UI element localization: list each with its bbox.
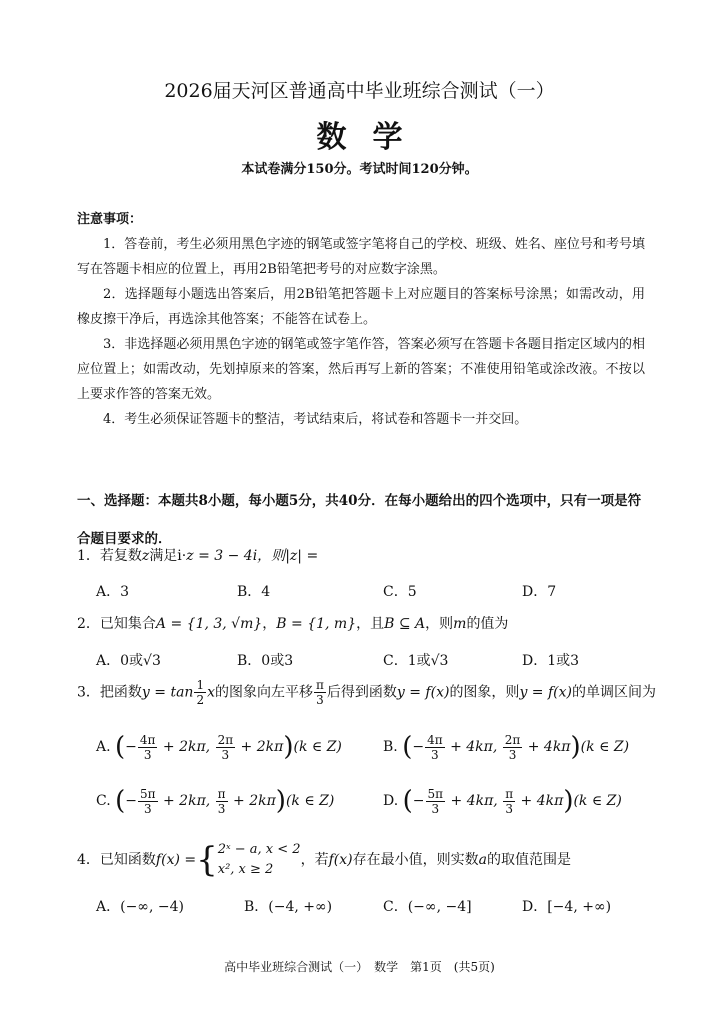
q2-subset: B ⊆ A xyxy=(384,616,426,632)
q4-fx2: f(x) xyxy=(328,852,353,868)
q2-a: 2．已知集合 xyxy=(77,616,156,632)
q3-b-m1: + 4kπ, xyxy=(445,739,502,755)
q2-option-b: B．0或3 xyxy=(237,653,294,669)
q3-a-d1: 3 xyxy=(143,747,152,762)
q3-d-d2: 3 xyxy=(505,801,513,816)
q3-a-label: A. xyxy=(96,739,111,755)
q4-option-b: B．(−4, +∞) xyxy=(244,899,333,915)
q3-half-den: 2 xyxy=(196,693,205,707)
q2-var: m xyxy=(453,616,467,632)
q3-a-n1: 4π xyxy=(139,732,156,747)
q4-case-2: x², x ≥ 2 xyxy=(217,862,274,877)
q2-option-d: D．1或3 xyxy=(522,653,580,669)
q3-after: 后得到函数 xyxy=(326,684,397,701)
q3-shift-num: π xyxy=(316,678,324,692)
q3-d-n1: 5π xyxy=(427,786,444,801)
q4-cases xyxy=(218,840,301,880)
q2-b: ，且 xyxy=(356,616,385,632)
q3-c-d2: 3 xyxy=(217,801,226,816)
q3-a-d2: 3 xyxy=(221,747,230,762)
q4-var: a xyxy=(478,852,487,868)
q3-b-label: B. xyxy=(383,739,398,755)
q3-option-b: B. (− $\frac{4\pi}{3}$ + 4kπ, $\frac{2\pi}{3}$ + 4kπ)(k ∈ Z) xyxy=(383,732,630,762)
q3-shift-den: 3 xyxy=(316,693,324,707)
q3-fn: y = tan xyxy=(141,684,194,701)
q3-d-label: D. xyxy=(383,793,399,809)
q3-fx-2: y = f(x) xyxy=(519,684,572,701)
q3-a-k: (k ∈ Z) xyxy=(293,739,342,755)
q1-eq: z = 3 − 4i，则 xyxy=(186,548,286,564)
q1-option-b: B．4 xyxy=(237,584,271,600)
q3-b-d2: 3 xyxy=(508,747,517,762)
q4-no: 4．已知函数 xyxy=(77,852,156,868)
q4-tail: 的取值范围是 xyxy=(486,852,571,868)
q3-d-k: (k ∈ Z) xyxy=(573,793,622,809)
q3-b-n1: 4π xyxy=(427,732,443,747)
q1-mid: 满足i· xyxy=(149,548,187,564)
note-item-3: 3．非选择题必须用黑色字迹的钢笔或签字笔作答，答案必须写在答题卡各题目指定区域内的相应位置上；如需改动，先划掉原来的答案，然后再写上新的答案；不准使用铅笔或涂改液。不按以上要求作答的答案无效。 xyxy=(77,337,645,402)
q3-c-n1: 5π xyxy=(140,786,156,801)
q3-c-k: (k ∈ Z) xyxy=(285,793,335,809)
q3-mid: 的图象向左平移 xyxy=(215,684,313,701)
q3-c-m1: + 2kπ, xyxy=(158,793,215,809)
q4-option-a: A．(−∞, −4) xyxy=(96,899,184,915)
q2-option-a: A．0或√3 xyxy=(96,653,161,669)
q3-option-d: D. (− $\frac{5\pi}{3}$ + 4kπ, $\frac{\pi}{3}$ + 4kπ)(k ∈ Z) xyxy=(383,786,622,816)
q3-fx: y = f(x) xyxy=(396,684,450,701)
q2-set-b: B = {1, m} xyxy=(276,616,357,632)
q3-a-m2: + 2kπ xyxy=(236,739,284,755)
q4-mid: ，若 xyxy=(300,852,329,868)
q3-a-m1: + 2kπ, xyxy=(158,739,215,755)
question-3 xyxy=(77,678,656,707)
question-4 xyxy=(77,840,571,880)
question-2 xyxy=(77,613,508,633)
q1-option-a: A．3 xyxy=(96,584,130,600)
section-1-heading: 一、选择题：本题共8小题，每小题5分，共40分．在每小题给出的四个选项中，只有一项是符合题目要求的． xyxy=(77,493,642,547)
q3-c-d1: 3 xyxy=(143,801,152,816)
q4-mid2: 存在最小值，则实数 xyxy=(352,852,479,868)
note-item-2: 2．选择题每小题选出答案后，用2B铅笔把答题卡上对应题目的答案标号涂黑；如需改动，用橡皮擦干净后，再选涂其他答案；不能答在试卷上。 xyxy=(77,287,645,327)
q2-c: ，则 xyxy=(425,616,454,632)
exam-meta: 本试卷满分150分。考试时间120分钟。 xyxy=(241,162,478,177)
q3-b-n2: 2π xyxy=(504,732,521,747)
q3-x: x xyxy=(207,684,215,701)
q2-set-a: A = {1, 3, √m} xyxy=(155,616,263,632)
q3-half-num: 1 xyxy=(196,678,205,692)
q1-prefix: 1．若复数 xyxy=(77,548,142,564)
q3-tail: 的单调区间为 xyxy=(571,684,656,701)
q4-brace: { xyxy=(196,840,218,880)
q3-c-m2: + 2kπ xyxy=(228,793,276,809)
q4-option-c: C．(−∞, −4] xyxy=(383,899,472,915)
q3-c-label: C. xyxy=(96,793,111,809)
q2-d: 的值为 xyxy=(466,616,509,632)
q4-fx: f(x) = xyxy=(155,852,197,868)
q3-c-n2: π xyxy=(217,786,226,801)
notes-heading: 注意事项： xyxy=(77,212,143,227)
q3-half-frac xyxy=(194,678,206,707)
note-item-1: 1．答卷前，考生必须用黑色字迹的钢笔或签字笔将自己的学校、班级、姓名、座位号和考号填写在答题卡相应的位置上，再用2B铅笔把考号的对应数字涂黑。 xyxy=(77,237,645,277)
subject-title: 数学 xyxy=(316,120,429,155)
q3-d-n2: π xyxy=(505,786,514,801)
q3-d-m1: + 4kπ, xyxy=(446,793,503,809)
q3-d-m2: + 4kπ xyxy=(516,793,564,809)
q1-option-c: C．5 xyxy=(383,584,417,600)
page-footer: 高中毕业班综合测试（一） 数学 第1页 (共5页) xyxy=(224,960,495,974)
q1-option-d: D．7 xyxy=(522,584,557,600)
q3-option-a: A. (− $\frac{4\pi}{3}$ + 2kπ, $\frac{2\pi}{3}$ + 2kπ)(k ∈ Z) xyxy=(96,732,342,762)
question-1 xyxy=(77,545,318,565)
q2-option-c: C．1或√3 xyxy=(383,653,449,669)
q3-shift-frac xyxy=(314,678,326,707)
q3-after2: 的图象，则 xyxy=(449,684,520,701)
q4-case-1: 2ˣ − a, x < 2 xyxy=(217,842,301,857)
note-item-4: 4．考生必须保证答题卡的整洁，考试结束后，将试卷和答题卡一并交回。 xyxy=(103,412,528,427)
q2-sep: ， xyxy=(262,616,277,632)
q1-abs: |z| = xyxy=(285,548,319,564)
q3-no: 3．把函数 xyxy=(77,684,142,701)
q3-b-k: (k ∈ Z) xyxy=(580,739,630,755)
q4-option-d: D．[−4, +∞) xyxy=(522,899,612,915)
q3-d-d1: 3 xyxy=(431,801,440,816)
exam-title: 2026届天河区普通高中毕业班综合测试（一） xyxy=(164,80,555,102)
q3-option-c: C. (− $\frac{5\pi}{3}$ + 2kπ, $\frac{\pi}{3}$ + 2kπ)(k ∈ Z) xyxy=(96,786,335,816)
q1-var: z xyxy=(141,548,150,564)
q3-a-n2: 2π xyxy=(217,732,234,747)
q3-b-d1: 3 xyxy=(431,747,439,762)
q3-b-m2: + 4kπ xyxy=(523,739,571,755)
